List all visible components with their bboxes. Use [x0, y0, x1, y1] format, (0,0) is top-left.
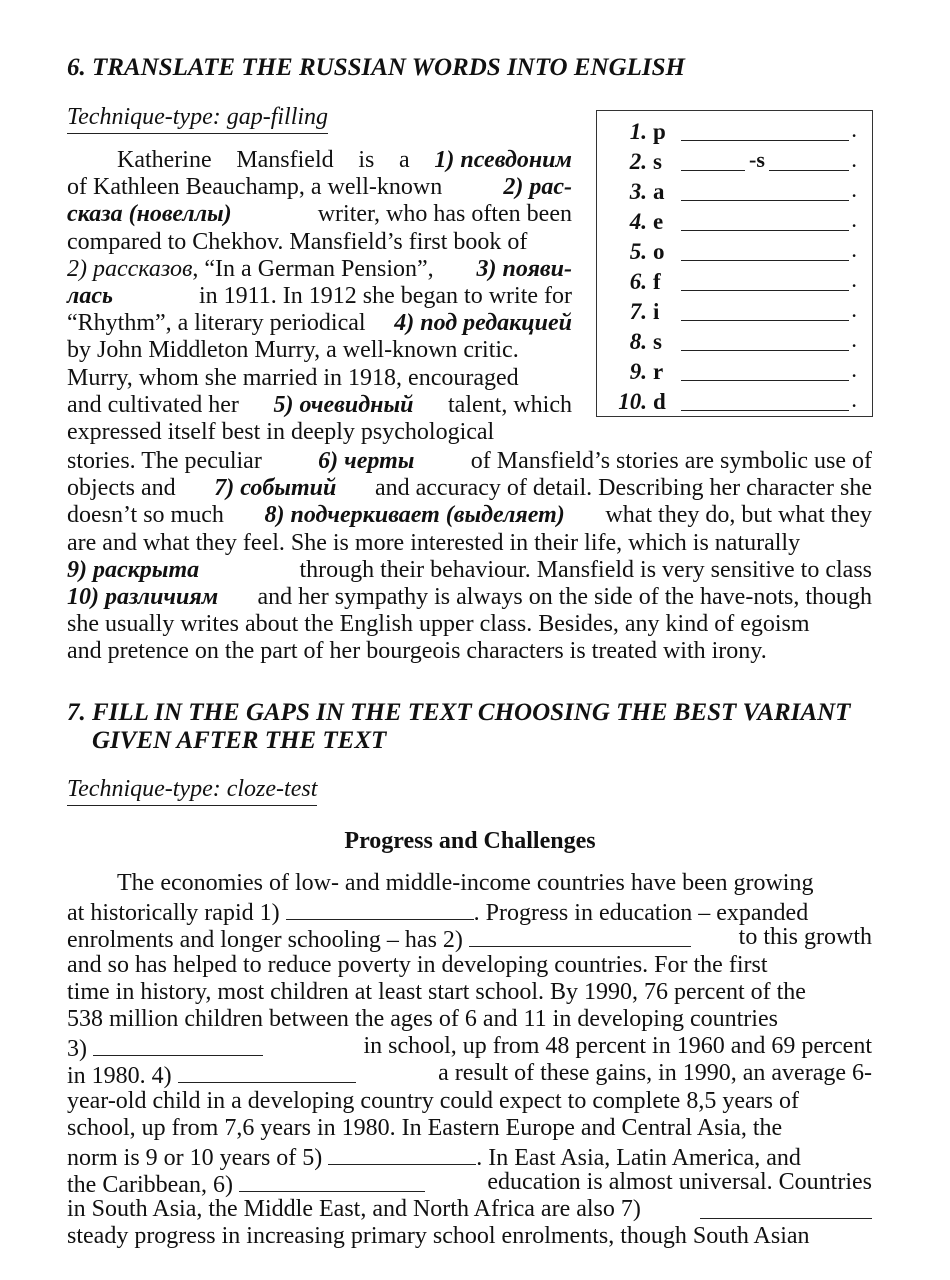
text-line: doesn’t so much 8) подчеркивает (выделяет) what they do, but what they — [67, 502, 872, 529]
answer-period: . — [851, 147, 857, 172]
answer-letter: a — [653, 179, 665, 204]
answer-number: 6. — [629, 269, 647, 294]
answer-letter: s — [653, 329, 662, 354]
answer-number: 8. — [629, 329, 647, 354]
text-line: “Rhythm”, a literary periodical 4) под редакцией — [67, 310, 572, 337]
text-line: лась in 1911. In 1912 she began to write for — [67, 282, 572, 309]
text-line: the Caribbean, 6) education is almost universal. Countries — [67, 1169, 872, 1199]
answer-row — [611, 179, 861, 207]
answer-row — [611, 389, 861, 417]
text-line: steady progress in increasing primary school enrolments, though South Asian — [67, 1223, 810, 1250]
answer-row — [611, 269, 861, 297]
answer-letter: i — [653, 299, 660, 324]
answer-letter: s — [653, 149, 662, 174]
text-line: 3) in school, up from 48 percent in 1960 and 69 percent — [67, 1033, 872, 1063]
answer-blank[interactable] — [681, 230, 849, 231]
answer-number: 4. — [629, 209, 647, 234]
gap-2[interactable] — [469, 924, 691, 947]
text-line: year-old child in a developing country could expect to complete 8,5 years of — [67, 1087, 799, 1114]
gap-7[interactable] — [700, 1196, 872, 1219]
text-line: сказа (новеллы) writer, who has often been — [67, 201, 572, 228]
answer-period: . — [851, 207, 857, 232]
text-title: Progress and Challenges — [344, 828, 596, 854]
answer-blank[interactable] — [681, 320, 849, 321]
answer-number: 2. — [629, 149, 647, 174]
answer-box — [596, 110, 873, 417]
text-line: by John Middleton Murry, a well-known critic. — [67, 337, 519, 364]
gap-4[interactable] — [178, 1060, 356, 1083]
text-line: The economies of low- and middle-income countries have been growing — [117, 870, 814, 896]
gap-3[interactable] — [93, 1033, 263, 1056]
text-line: Katherine Mansfield is a 1) псевдоним — [117, 147, 572, 173]
text-line: at historically rapid 1) . Progress in education – expanded — [67, 897, 872, 924]
section6-heading: 6. TRANSLATE THE RUSSIAN WORDS INTO ENGLISH — [67, 54, 685, 81]
answer-blank[interactable] — [681, 200, 849, 201]
answer-period: . — [851, 297, 857, 322]
answer-letter: r — [653, 359, 664, 384]
answer-row — [611, 149, 861, 177]
text-line: 2) рассказов, “In a German Pension”, 3) появи- — [67, 255, 572, 282]
text-line: school, up from 7,6 years in 1980. In Eastern Europe and Central Asia, the — [67, 1114, 783, 1141]
answer-letter: p — [653, 119, 666, 144]
answer-number: 9. — [629, 359, 647, 384]
gap-6[interactable] — [239, 1169, 425, 1192]
text-line: 9) раскрыта through their behaviour. Mansfield is very sensitive to class — [67, 556, 872, 583]
text-line: in 1980. 4) a result of these gains, in 1990, an average 6- — [67, 1060, 872, 1090]
text-line: norm is 9 or 10 years of 5) . In East Asia, Latin America, and — [67, 1142, 872, 1169]
text-line: 538 million children between the ages of 6 and 11 in developing countries — [67, 1005, 778, 1032]
answer-letter: f — [653, 269, 661, 294]
answer-letter: e — [653, 209, 664, 234]
section6-text-column — [67, 147, 572, 446]
answer-letter: d — [653, 389, 666, 414]
text-line: compared to Chekhov. Mansfield’s first book of — [67, 228, 528, 255]
answer-number: 1. — [629, 119, 647, 144]
text-line: and cultivated her 5) очевидный talent, which — [67, 391, 572, 418]
text-line: enrolments and longer schooling – has 2) to this growth — [67, 924, 872, 954]
answer-number: 7. — [629, 299, 647, 324]
answer-row — [611, 209, 861, 237]
answer-row — [611, 299, 861, 327]
section6-technique: Technique-type: gap-filling — [67, 104, 328, 134]
answer-period: . — [851, 357, 857, 382]
text-line: 10) различиям and her sympathy is always on the side of the have-nots, though — [67, 583, 872, 610]
section7-text — [67, 870, 872, 1251]
answer-blank[interactable] — [681, 410, 849, 411]
gap-5[interactable] — [328, 1142, 476, 1165]
answer-letter: o — [653, 239, 665, 264]
answer-blank[interactable] — [681, 380, 849, 381]
answer-blank[interactable] — [681, 140, 849, 141]
answer-blank[interactable] — [681, 350, 849, 351]
text-line: expressed itself best in deeply psychological — [67, 418, 495, 445]
text-line: objects and 7) событий and accuracy of detail. Describing her character she — [67, 475, 872, 502]
text-line: in South Asia, the Middle East, and North Africa are also 7) — [67, 1196, 872, 1223]
answer-blank[interactable] — [681, 290, 849, 291]
section6-text-full — [67, 448, 872, 666]
answer-period: . — [851, 117, 857, 142]
answer-number: 5. — [629, 239, 647, 264]
answer-period: . — [851, 177, 857, 202]
text-line: of Kathleen Beauchamp, a well-known 2) рас- — [67, 174, 572, 201]
answer-period: . — [851, 387, 857, 412]
text-line: and pretence on the part of her bourgeois characters is treated with irony. — [67, 638, 767, 665]
answer-row — [611, 239, 861, 267]
answer-suffix: -s — [745, 149, 769, 171]
section7-technique: Technique-type: cloze-test — [67, 776, 317, 806]
answer-row — [611, 329, 861, 357]
text-line: Murry, whom she married in 1918, encouraged — [67, 364, 519, 391]
text-line: stories. The peculiar 6) черты of Mansfield’s stories are symbolic use of — [67, 448, 872, 474]
answer-period: . — [851, 327, 857, 352]
section7-heading: 7. FILL IN THE GAPS IN THE TEXT CHOOSING THE BEST VARIANT — [67, 699, 851, 726]
answer-blank[interactable] — [681, 260, 849, 261]
answer-row — [611, 119, 861, 147]
answer-number: 3. — [629, 179, 647, 204]
text-line: and so has helped to reduce poverty in developing countries. For the first — [67, 951, 768, 978]
section7-heading-cont: GIVEN AFTER THE TEXT — [92, 727, 387, 754]
answer-row — [611, 359, 861, 387]
answer-period: . — [851, 237, 857, 262]
text-line: she usually writes about the English upper class. Besides, any kind of egoism — [67, 611, 810, 638]
answer-period: . — [851, 267, 857, 292]
gap-1[interactable] — [286, 897, 474, 920]
answer-number: 10. — [618, 389, 647, 414]
text-line: are and what they feel. She is more interested in their life, which is naturally — [67, 529, 801, 556]
text-line: time in history, most children at least start school. By 1990, 76 percent of the — [67, 978, 806, 1005]
